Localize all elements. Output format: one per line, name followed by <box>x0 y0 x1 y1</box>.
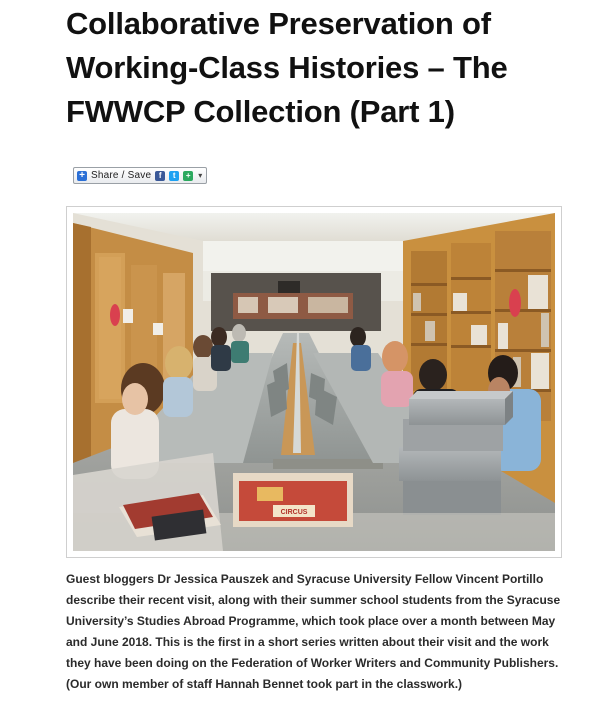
reading-room-photo <box>73 213 555 551</box>
book-cover-text: CIRCUS <box>280 509 308 516</box>
post-title: Collaborative Preservation of Working-Class Histories – The FWWCP Collection (Part 1) <box>66 6 508 129</box>
post-intro: Guest bloggers Dr Jessica Pauszek and Syracuse University Fellow Vincent Portillo describe their recent visit, along with their summer school students from the Syracuse University’s Studies Abroad Programme, which took place over a month between May and June 2018. This is the first in a short series written about their visit and the work they have been doing on the Federation of Worker Writers and Community Publishers. (Our own member of staff Hannah Bennet took part in the classwork.) <box>66 572 561 691</box>
facebook-icon[interactable]: f <box>155 171 165 181</box>
chevron-down-icon: ▾ <box>198 171 203 180</box>
archive-box-stack <box>399 391 513 515</box>
share-label: Share / Save <box>91 170 152 181</box>
more-share-icon[interactable]: + <box>183 171 193 181</box>
twitter-icon[interactable]: t <box>169 171 179 181</box>
plus-icon: + <box>77 171 87 181</box>
share-save-button[interactable] <box>73 167 207 184</box>
article-photo <box>66 206 562 558</box>
